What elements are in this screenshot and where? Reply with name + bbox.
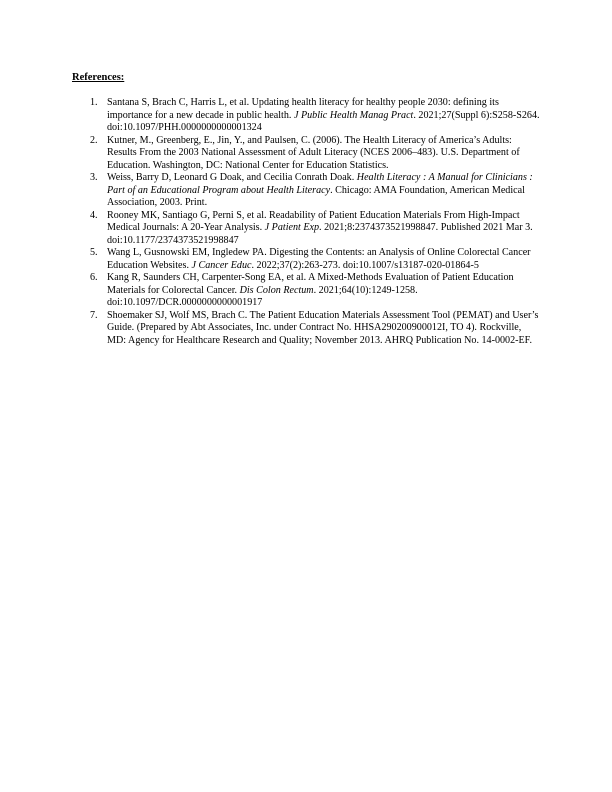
reference-text-part: Kutner, M., Greenberg, E., Jin, Y., and Paulsen, C. (2006). The Health Literacy of America’s Adults: Results From the 2003 National Assessment of Adult Literacy (NCES 2006–483). U.S. Department of Education. Washington, DC: National Center for Education Statistics. — [107, 134, 520, 171]
reference-text-part: Weiss, Barry D, Leonard G Doak, and Cecilia Conrath Doak. — [107, 172, 357, 183]
reference-item — [90, 210, 542, 248]
reference-text-part: . 2022;37(2):263-273. doi:10.1007/s13187-020-01864-5 — [251, 259, 479, 271]
reference-item — [90, 172, 542, 210]
reference-text-part: Shoemaker SJ, Wolf MS, Brach C. The Patient Education Materials Assessment Tool (PEMAT) and User’s Guide. (Prepared by Abt Associates, Inc. under Contract No. HHSA290200900012I, TO 4). Rockville, MD: Agency for Healthcare Research and Quality; November 2013. AHRQ Publication No. 14-0002-EF. — [107, 309, 539, 346]
reference-journal: Dis Colon Rectum — [239, 284, 314, 296]
reference-text-part: . 2021;8:2374373521998847. Published 2021 Mar 3. doi:10.1177/2374373521998847 — [107, 222, 533, 246]
reference-item — [90, 272, 542, 310]
reference-text-part: Santana S, Brach C, Harris L, et al. Updating health literacy for healthy people 2030: defining its importance for a new decade in public health. — [107, 97, 499, 121]
reference-text — [107, 135, 520, 171]
reference-text — [107, 272, 514, 308]
reference-number: 3. — [90, 172, 98, 183]
reference-text-part: . 2021;27(Suppl 6):S258-S264. doi:10.1097/PHH.0000000000001324 — [107, 109, 540, 133]
reference-item — [90, 97, 542, 135]
reference-journal: J Public Health Manag Pract — [293, 109, 414, 121]
reference-text-part: Kang R, Saunders CH, Carpenter-Song EA, et al. A Mixed-Methods Evaluation of Patient Education Materials for Colorectal Cancer. — [107, 272, 514, 296]
reference-number: 1. — [90, 97, 98, 108]
reference-journal: J Cancer Educ — [191, 259, 252, 271]
reference-item — [90, 135, 542, 173]
reference-text-part: Wang L, Gusnowski EM, Ingledew PA. Digesting the Contents: an Analysis of Online Colorectal Cancer Education Websites. — [107, 247, 531, 271]
reference-text-part: . 2021;64(10):1249-1258. doi:10.1097/DCR.0000000000001917 — [107, 284, 418, 308]
reference-book-title: Health Literacy : A Manual for Clinicians : Part of an Educational Program about Health Literacy — [107, 172, 533, 196]
reference-number: 7. — [90, 309, 98, 321]
reference-number: 2. — [90, 134, 98, 146]
reference-item — [90, 247, 542, 272]
reference-text — [107, 97, 540, 133]
reference-number: 5. — [90, 247, 98, 258]
reference-text-part: . Chicago: AMA Foundation, American Medical Association, 2003. Print. — [107, 184, 525, 208]
reference-text — [107, 210, 533, 246]
references-heading: References: — [72, 72, 125, 83]
reference-journal: J Patient Exp — [264, 222, 320, 233]
reference-list — [90, 97, 542, 347]
reference-number: 4. — [90, 209, 98, 221]
reference-text — [107, 310, 538, 346]
reference-text — [107, 172, 533, 208]
reference-number: 6. — [90, 272, 98, 283]
reference-text — [107, 247, 531, 271]
reference-item — [90, 310, 542, 348]
reference-text-part: Rooney MK, Santiago G, Perni S, et al. Readability of Patient Education Materials From High-Impact Medical Journals: A 20-Year Analysis. — [107, 209, 520, 233]
